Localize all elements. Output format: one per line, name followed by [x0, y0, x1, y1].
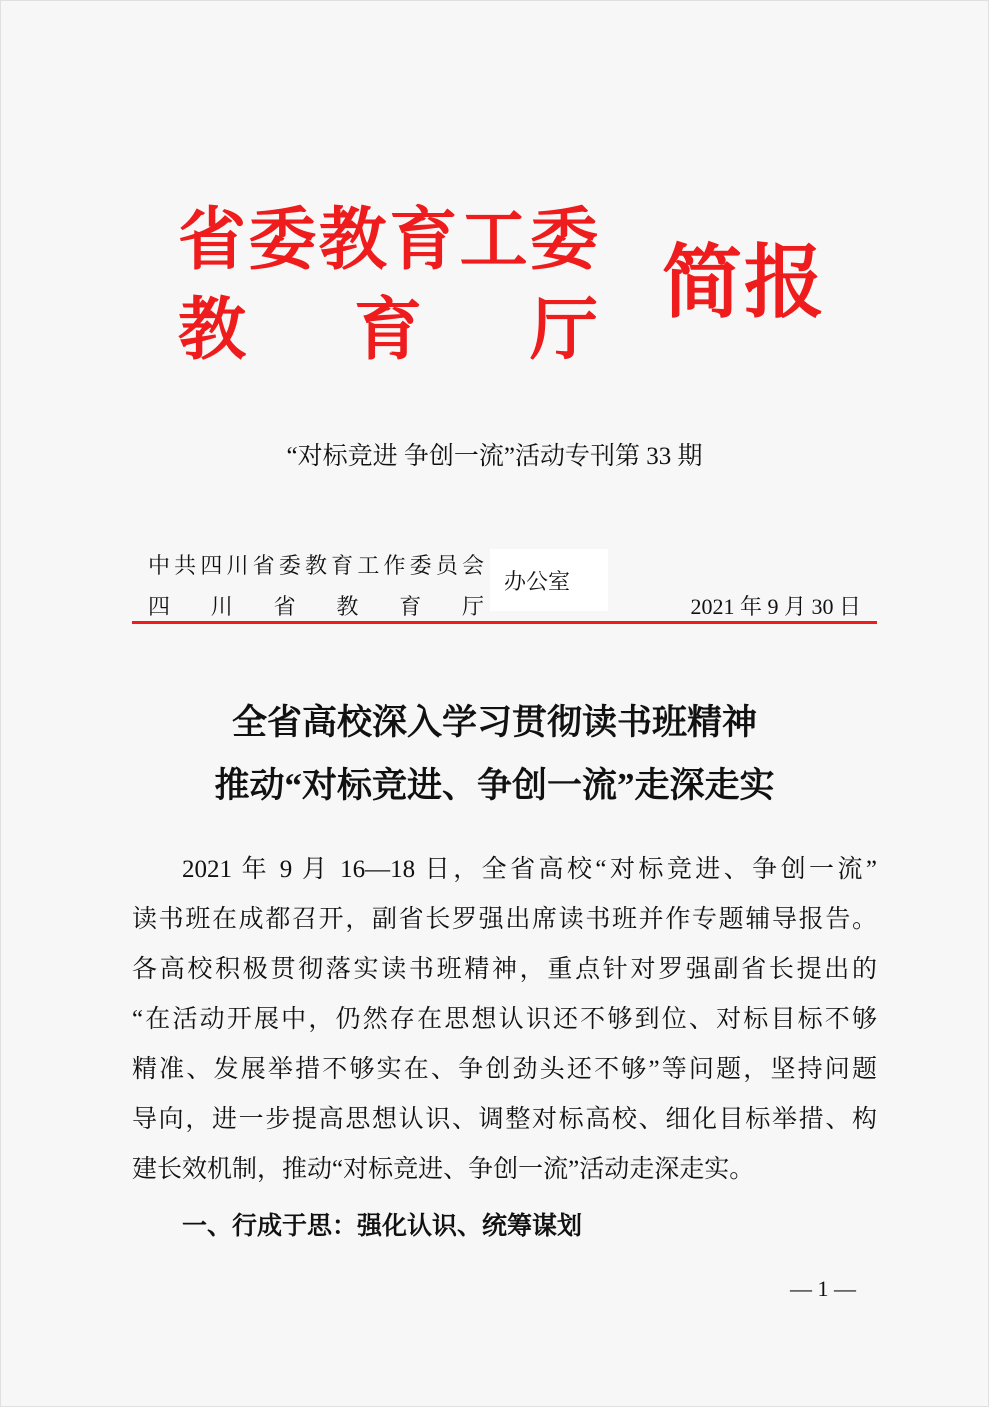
article-title-line-2: 推动“对标竞进、争创一流”走深走实 — [214, 766, 775, 805]
body-line: 建长效机制，推动“对标竞进、争创一流”活动走深走实。 — [132, 1156, 755, 1183]
article-title-line-1: 全省高校深入学习贯彻读书班精神 — [231, 703, 757, 742]
issuer-office: 办公室 — [490, 549, 608, 611]
page-number: — 1 — — [790, 1276, 856, 1301]
issue-date: 2021 年 9 月 30 日 — [690, 594, 861, 619]
masthead-line-2: 教 育 厅 — [178, 292, 598, 368]
body-line: 各高校积极贯彻落实读书班精神，重点针对罗强副省长提出的 — [132, 956, 877, 983]
masthead-title: 简报 — [662, 240, 826, 328]
body-line: 导向，进一步提高思想认识、调整对标高校、细化目标举措、构 — [132, 1106, 877, 1133]
masthead-line-1: 省委教育工委 — [178, 202, 598, 278]
body-line: 2021 年 9 月 16—18 日，全省高校“对标竞进、争创一流” — [182, 856, 877, 883]
body-line: 精准、发展举措不够实在、争创劲头还不够”等问题，坚持问题 — [132, 1056, 877, 1083]
section-heading: 一、行成于思：强化认识、统筹谋划 — [182, 1212, 583, 1240]
issuer-org-2: 四川省教育厅 — [148, 594, 484, 619]
red-divider — [132, 621, 877, 624]
body-line: 读书班在成都召开，副省长罗强出席读书班并作专题辅导报告。 — [132, 906, 877, 933]
issuer-org-1: 中共四川省委教育工作委员会 — [148, 553, 484, 578]
body-line: “在活动开展中，仍然存在思想认识还不够到位、对标目标不够 — [132, 1006, 877, 1033]
issue-label: “对标竞进 争创一流”活动专刊第 33 期 — [286, 443, 703, 470]
